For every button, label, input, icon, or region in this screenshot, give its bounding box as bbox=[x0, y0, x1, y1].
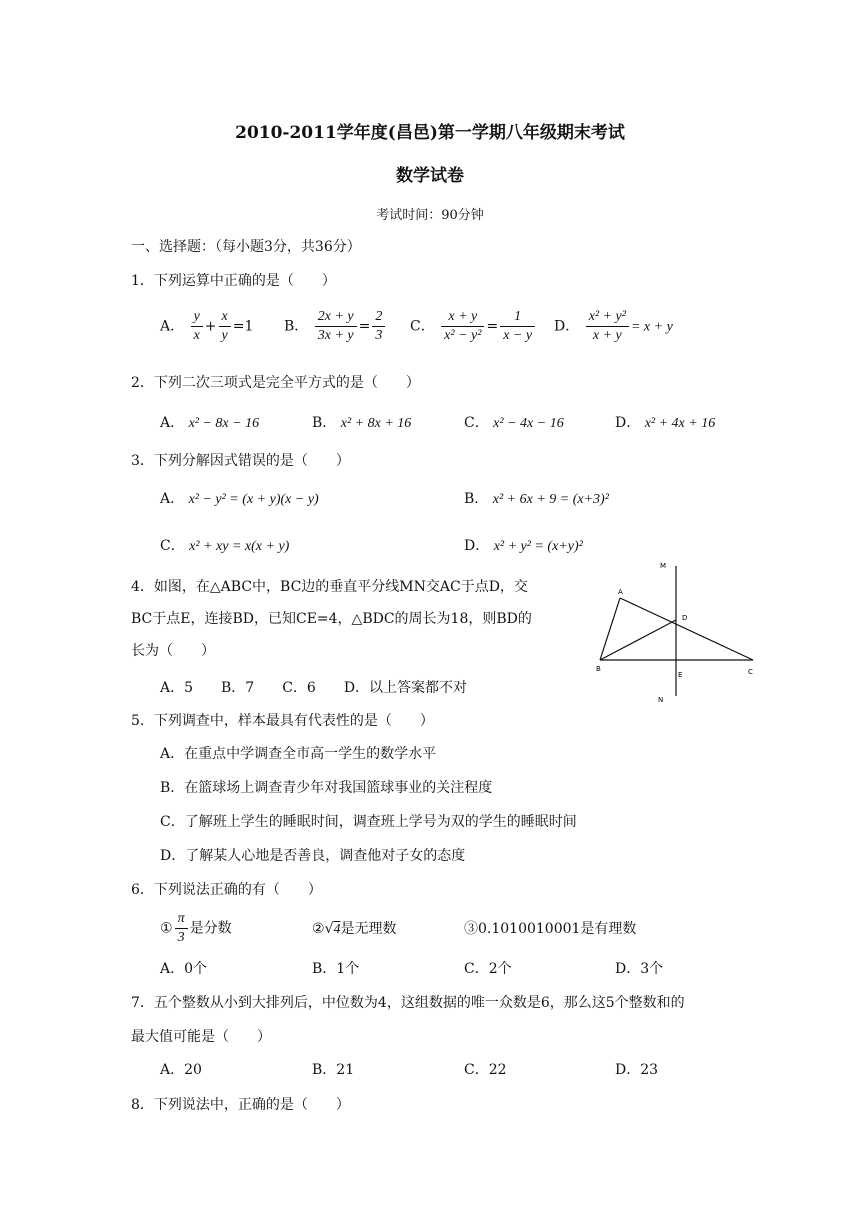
fraction-numerator: 2 bbox=[372, 308, 385, 327]
question-5-option-d: D．了解某人心地是否善良，调查他对子女的态度 bbox=[160, 848, 466, 864]
fraction-numerator: x² + y² bbox=[586, 308, 629, 327]
fraction-denominator: 3 bbox=[375, 328, 383, 343]
question-3-option-a bbox=[160, 488, 319, 508]
question-7-line-1: 7．五个整数从小到大排列后，中位数为4，这组数据的唯一众数是6，那么这5个整数和的 bbox=[131, 995, 685, 1011]
question-3-stem: 3．下列分解因式错误的是（ ） bbox=[131, 453, 350, 469]
statement-text: 是分数 bbox=[189, 920, 232, 937]
statement-text: 是无理数 bbox=[340, 921, 397, 937]
question-5-option-a: A．在重点中学调查全市高一学生的数学水平 bbox=[160, 746, 437, 762]
question-6-option-d: D．3个 bbox=[615, 961, 664, 977]
math-expression: x² + y² = (x+y)² bbox=[493, 539, 583, 554]
math-expression: x² + 6x + 9 = (x+3)² bbox=[492, 492, 609, 507]
fraction-denominator: x − y bbox=[503, 328, 533, 343]
question-8-stem: 8．下列说法中，正确的是（ ） bbox=[131, 1097, 350, 1113]
triangle-figure bbox=[588, 556, 768, 710]
fraction-denominator: x bbox=[193, 328, 200, 343]
option-letter: C． bbox=[410, 318, 435, 335]
side-ac bbox=[620, 598, 753, 660]
fraction-numerator: y bbox=[191, 308, 203, 327]
radicand: 4 bbox=[333, 922, 341, 937]
fraction-numerator: x bbox=[219, 308, 231, 327]
question-4-line-3: 长为（ ） bbox=[131, 643, 215, 659]
label-d: D bbox=[682, 614, 688, 622]
math-expression: x² + 8x + 16 bbox=[340, 416, 412, 431]
fraction-numerator: x + y bbox=[441, 308, 484, 327]
question-6-option-a: A．0个 bbox=[160, 961, 208, 977]
fraction-denominator: 3x + y bbox=[317, 328, 354, 343]
question-1-option-b: B． $\frac{2x + y}{3x + y}$ = $\frac{2}{3}$ bbox=[284, 308, 387, 345]
question-2-option-a bbox=[160, 412, 259, 432]
question-1-option-c: C． $\frac{x + y}{\text{x² − y²}}$ = $\frac{1}{x - y}$ bbox=[410, 308, 537, 345]
label-e: E bbox=[678, 671, 683, 679]
question-2-option-b bbox=[312, 412, 411, 432]
question-4-options: A．5 B．7 C．6 D．以上答案都不对 bbox=[160, 680, 468, 696]
question-3-option-c bbox=[160, 535, 289, 555]
option-letter: C． bbox=[464, 415, 489, 431]
question-1-option-d bbox=[554, 308, 673, 345]
question-4-line-2: BC于点E，连接BD，已知CE=4，△BDC的周长为18，则BD的 bbox=[131, 611, 532, 627]
circled-number: ② bbox=[312, 921, 325, 937]
section-heading: 一、选择题：（每小题3分，共36分） bbox=[131, 239, 361, 255]
question-6-statement-1 bbox=[160, 910, 232, 947]
option-letter: D． bbox=[554, 318, 580, 335]
question-5-stem: 5．下列调查中，样本最具有代表性的是（ ） bbox=[131, 713, 434, 729]
question-6-option-b: B．1个 bbox=[312, 961, 360, 977]
question-2-option-d bbox=[615, 412, 715, 432]
fraction-numerator: π bbox=[175, 910, 188, 929]
question-3-option-d bbox=[464, 535, 583, 555]
label-a: A bbox=[618, 588, 623, 596]
label-c: C bbox=[748, 668, 753, 676]
fraction-denominator: x + y bbox=[592, 328, 622, 343]
question-2-stem: 2．下列二次三项式是完全平方式的是（ ） bbox=[131, 375, 420, 391]
fraction-denominator: y bbox=[221, 328, 228, 343]
question-3-option-b bbox=[464, 488, 609, 508]
label-m: M bbox=[660, 562, 667, 570]
fraction-numerator: 2x + y bbox=[315, 308, 357, 327]
expression-rhs: =1 bbox=[232, 318, 254, 335]
question-7-option-a: A．20 bbox=[160, 1062, 202, 1078]
question-1-option-a: A． $\frac{y}{x}$ + $\frac{x}{y}$ =1 bbox=[160, 309, 254, 343]
option-letter: D． bbox=[464, 538, 490, 554]
circled-number: ① bbox=[160, 920, 173, 937]
option-letter: C． bbox=[160, 538, 185, 554]
page-title: 2010-2011学年度(昌邑)第一学期八年级期末考试 bbox=[235, 123, 625, 143]
label-n: N bbox=[658, 696, 664, 704]
option-letter: A． bbox=[160, 491, 185, 507]
fraction-numerator: 1 bbox=[500, 308, 535, 327]
question-5-option-b: B．在篮球场上调查青少年对我国篮球事业的关注程度 bbox=[160, 780, 493, 796]
radical-sign: √ bbox=[324, 921, 334, 937]
option-letter: B． bbox=[312, 415, 337, 431]
option-letter: B． bbox=[284, 318, 309, 335]
question-6-stem: 6．下列说法正确的有（ ） bbox=[131, 882, 322, 898]
question-2-option-c bbox=[464, 412, 564, 432]
question-5-option-c: C．了解班上学生的睡眠时间，调查班上学号为双的学生的睡眠时间 bbox=[160, 814, 577, 830]
question-6-statement-3: ③0.1010010001是有理数 bbox=[464, 921, 637, 937]
option-letter: B． bbox=[464, 491, 489, 507]
question-4-line-1: 4．如图，在△ABC中，BC边的垂直平分线MN交AC于点D，交 bbox=[131, 579, 528, 595]
page-subtitle: 数学试卷 bbox=[396, 166, 464, 186]
fraction-denominator: 3 bbox=[177, 930, 185, 945]
question-7-line-2: 最大值可能是（ ） bbox=[131, 1029, 271, 1045]
option-letter: A． bbox=[160, 415, 185, 431]
fraction-denominator: x² − y² bbox=[444, 328, 482, 343]
question-6-option-c: C．2个 bbox=[464, 961, 512, 977]
question-7-option-b: B．21 bbox=[312, 1062, 355, 1078]
expression-rhs: = x + y bbox=[630, 319, 673, 335]
option-letter: A． bbox=[160, 318, 185, 335]
math-expression: x² − 4x − 16 bbox=[493, 416, 564, 431]
math-expression: x² + xy = x(x + y) bbox=[189, 539, 290, 554]
math-expression: x² − 8x − 16 bbox=[188, 416, 260, 431]
option-letter: D． bbox=[615, 415, 641, 431]
question-1-stem: 1．下列运算中正确的是（ ） bbox=[131, 273, 336, 289]
question-7-option-c: C．22 bbox=[464, 1062, 507, 1078]
question-6-statement-2 bbox=[312, 918, 396, 938]
exam-time: 考试时间：90分钟 bbox=[376, 208, 484, 223]
math-expression: x² + 4x + 16 bbox=[644, 416, 716, 431]
math-expression: x² − y² = (x + y)(x − y) bbox=[188, 492, 319, 507]
label-b: B bbox=[596, 665, 601, 673]
question-7-option-d: D．23 bbox=[615, 1062, 659, 1078]
